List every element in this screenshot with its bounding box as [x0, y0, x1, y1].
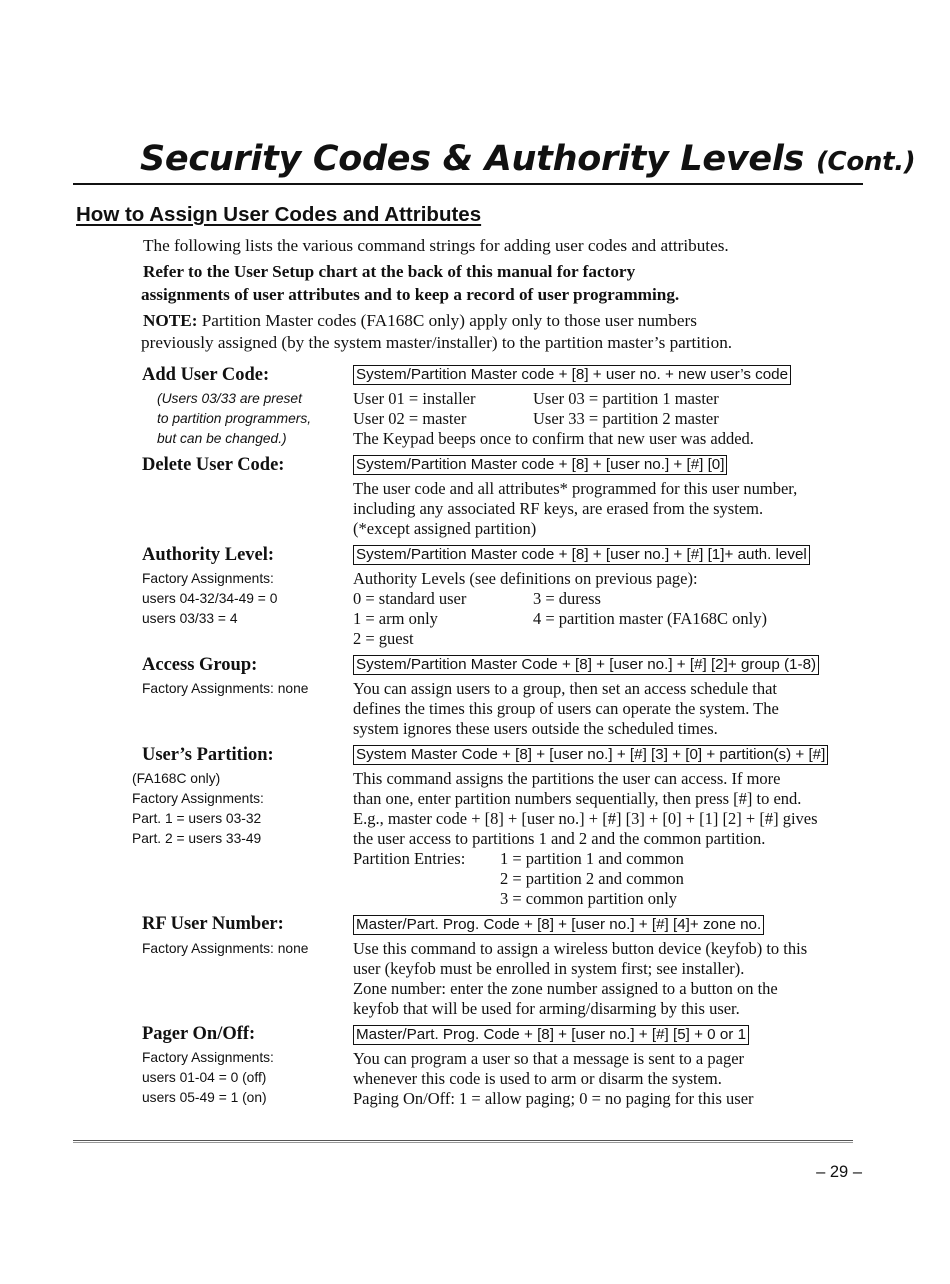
delete-user-desc-3: (*except assigned partition) [353, 519, 537, 538]
level-4: 4 = partition master (FA168C only) [533, 609, 768, 628]
level-1: 1 = arm only [353, 609, 438, 628]
level-3: 3 = duress [533, 589, 601, 608]
access-group-command: System/Partition Master Code + [8] + [user no.] + [#] [2]+ group (1-8) [353, 655, 819, 675]
authority-side-3: users 03/33 = 4 [142, 611, 238, 626]
pager-desc-1: You can program a user so that a message is sent to a pager [353, 1049, 745, 1068]
user-partition-side-3: Part. 1 = users 03-32 [132, 811, 262, 826]
add-user-heading: Add User Code: [142, 365, 270, 385]
rf-user-desc-3: Zone number: enter the zone number assigned to a button on the [353, 979, 778, 998]
note-text-1: Partition Master codes (FA168C only) apply only to those user numbers [197, 311, 697, 330]
title-rule [73, 183, 863, 185]
user-partition-side-4: Part. 2 = users 33-49 [132, 831, 262, 846]
rf-user-desc-4: keyfob that will be used for arming/disarming by this user. [353, 999, 740, 1018]
intro-text: The following lists the various command strings for adding user codes and attributes. [143, 236, 729, 255]
user-partition-heading: User’s Partition: [142, 745, 274, 765]
pager-desc-2: whenever this code is used to arm or disarm the system. [353, 1069, 722, 1088]
pager-side-3: users 05-49 = 1 (on) [142, 1090, 267, 1105]
user-03-text: User 03 = partition 1 master [533, 389, 719, 408]
partition-entry-2: 2 = partition 2 and common [500, 869, 684, 888]
rf-user-heading: RF User Number: [142, 914, 284, 934]
add-user-side-3: but can be changed.) [157, 431, 287, 446]
add-user-side-1: (Users 03/33 are preset [157, 391, 302, 406]
rf-user-command: Master/Part. Prog. Code + [8] + [user no.] + [#] [4]+ zone no. [353, 915, 764, 935]
user-33-text: User 33 = partition 2 master [533, 409, 719, 428]
add-user-side-2: to partition programmers, [157, 411, 312, 426]
user-partition-desc-1: This command assigns the partitions the user can access. If more [353, 769, 781, 788]
authority-desc: Authority Levels (see definitions on previous page): [353, 569, 698, 588]
authority-side-2: users 04-32/34-49 = 0 [142, 591, 278, 606]
access-group-desc-1: You can assign users to a group, then set an access schedule that [353, 679, 778, 698]
user-partition-desc-3: E.g., master code + [8] + [user no.] + [#] [3] + [0] + [1] [2] + [#] gives [353, 809, 818, 828]
add-user-confirm: The Keypad beeps once to confirm that new user was added. [353, 429, 754, 448]
rf-user-desc-2: user (keyfob must be enrolled in system first; see installer). [353, 959, 745, 978]
intro-note-2: previously assigned (by the system master/installer) to the partition master’s partition. [141, 333, 733, 352]
note-label: NOTE: [143, 311, 198, 330]
authority-side-1: Factory Assignments: [142, 571, 274, 586]
page-title [140, 136, 915, 185]
partition-entry-1: 1 = partition 1 and common [500, 849, 684, 868]
pager-heading: Pager On/Off: [142, 1024, 256, 1044]
user-02-text: User 02 = master [353, 409, 467, 428]
user-partition-desc-4: the user access to partitions 1 and 2 and the common partition. [353, 829, 766, 848]
user-partition-side-1: (FA168C only) [132, 771, 221, 786]
delete-user-command: System/Partition Master code + [8] + [user no.] + [#] [0] [353, 455, 727, 475]
delete-user-desc-1: The user code and all attributes* programmed for this user number, [353, 479, 798, 498]
section-heading: How to Assign User Codes and Attributes [76, 203, 482, 226]
pager-command: Master/Part. Prog. Code + [8] + [user no.] + [#] [5] + 0 or 1 [353, 1025, 749, 1045]
page-number: – 29 – [816, 1163, 862, 1181]
access-group-heading: Access Group: [142, 655, 258, 675]
partition-entries-label: Partition Entries: [353, 849, 466, 868]
user-partition-desc-2: than one, enter partition numbers sequentially, then press [#] to end. [353, 789, 802, 808]
delete-user-heading: Delete User Code: [142, 455, 285, 475]
level-2: 2 = guest [353, 629, 414, 648]
intro-note-1 [143, 311, 697, 331]
authority-command: System/Partition Master code + [8] + [user no.] + [#] [1]+ auth. level [353, 545, 810, 565]
intro-bold-2: assignments of user attributes and to keep a record of user programming. [141, 285, 680, 304]
user-01-text: User 01 = installer [353, 389, 476, 408]
rf-user-desc-1: Use this command to assign a wireless button device (keyfob) to this [353, 939, 808, 958]
partition-entry-3: 3 = common partition only [500, 889, 678, 908]
delete-user-desc-2: including any associated RF keys, are erased from the system. [353, 499, 764, 518]
pager-desc-3: Paging On/Off: 1 = allow paging; 0 = no paging for this user [353, 1089, 754, 1108]
title-main: Security Codes & Authority Levels [140, 139, 805, 179]
level-0: 0 = standard user [353, 589, 467, 608]
pager-side-2: users 01-04 = 0 (off) [142, 1070, 267, 1085]
user-partition-command: System Master Code + [8] + [user no.] + [#] [3] + [0] + partition(s) + [#] [353, 745, 828, 765]
add-user-command: System/Partition Master code + [8] + user no. + new user’s code [353, 365, 791, 385]
rf-user-side: Factory Assignments: none [142, 941, 309, 956]
footer-rule [73, 1140, 853, 1143]
authority-heading: Authority Level: [142, 545, 275, 565]
access-group-desc-3: system ignores these users outside the scheduled times. [353, 719, 718, 738]
user-partition-side-2: Factory Assignments: [132, 791, 264, 806]
intro-bold-1: Refer to the User Setup chart at the back of this manual for factory [143, 262, 636, 281]
access-group-side: Factory Assignments: none [142, 681, 309, 696]
pager-side-1: Factory Assignments: [142, 1050, 274, 1065]
access-group-desc-2: defines the times this group of users can operate the system. The [353, 699, 779, 718]
title-cont: (Cont.) [815, 147, 916, 177]
